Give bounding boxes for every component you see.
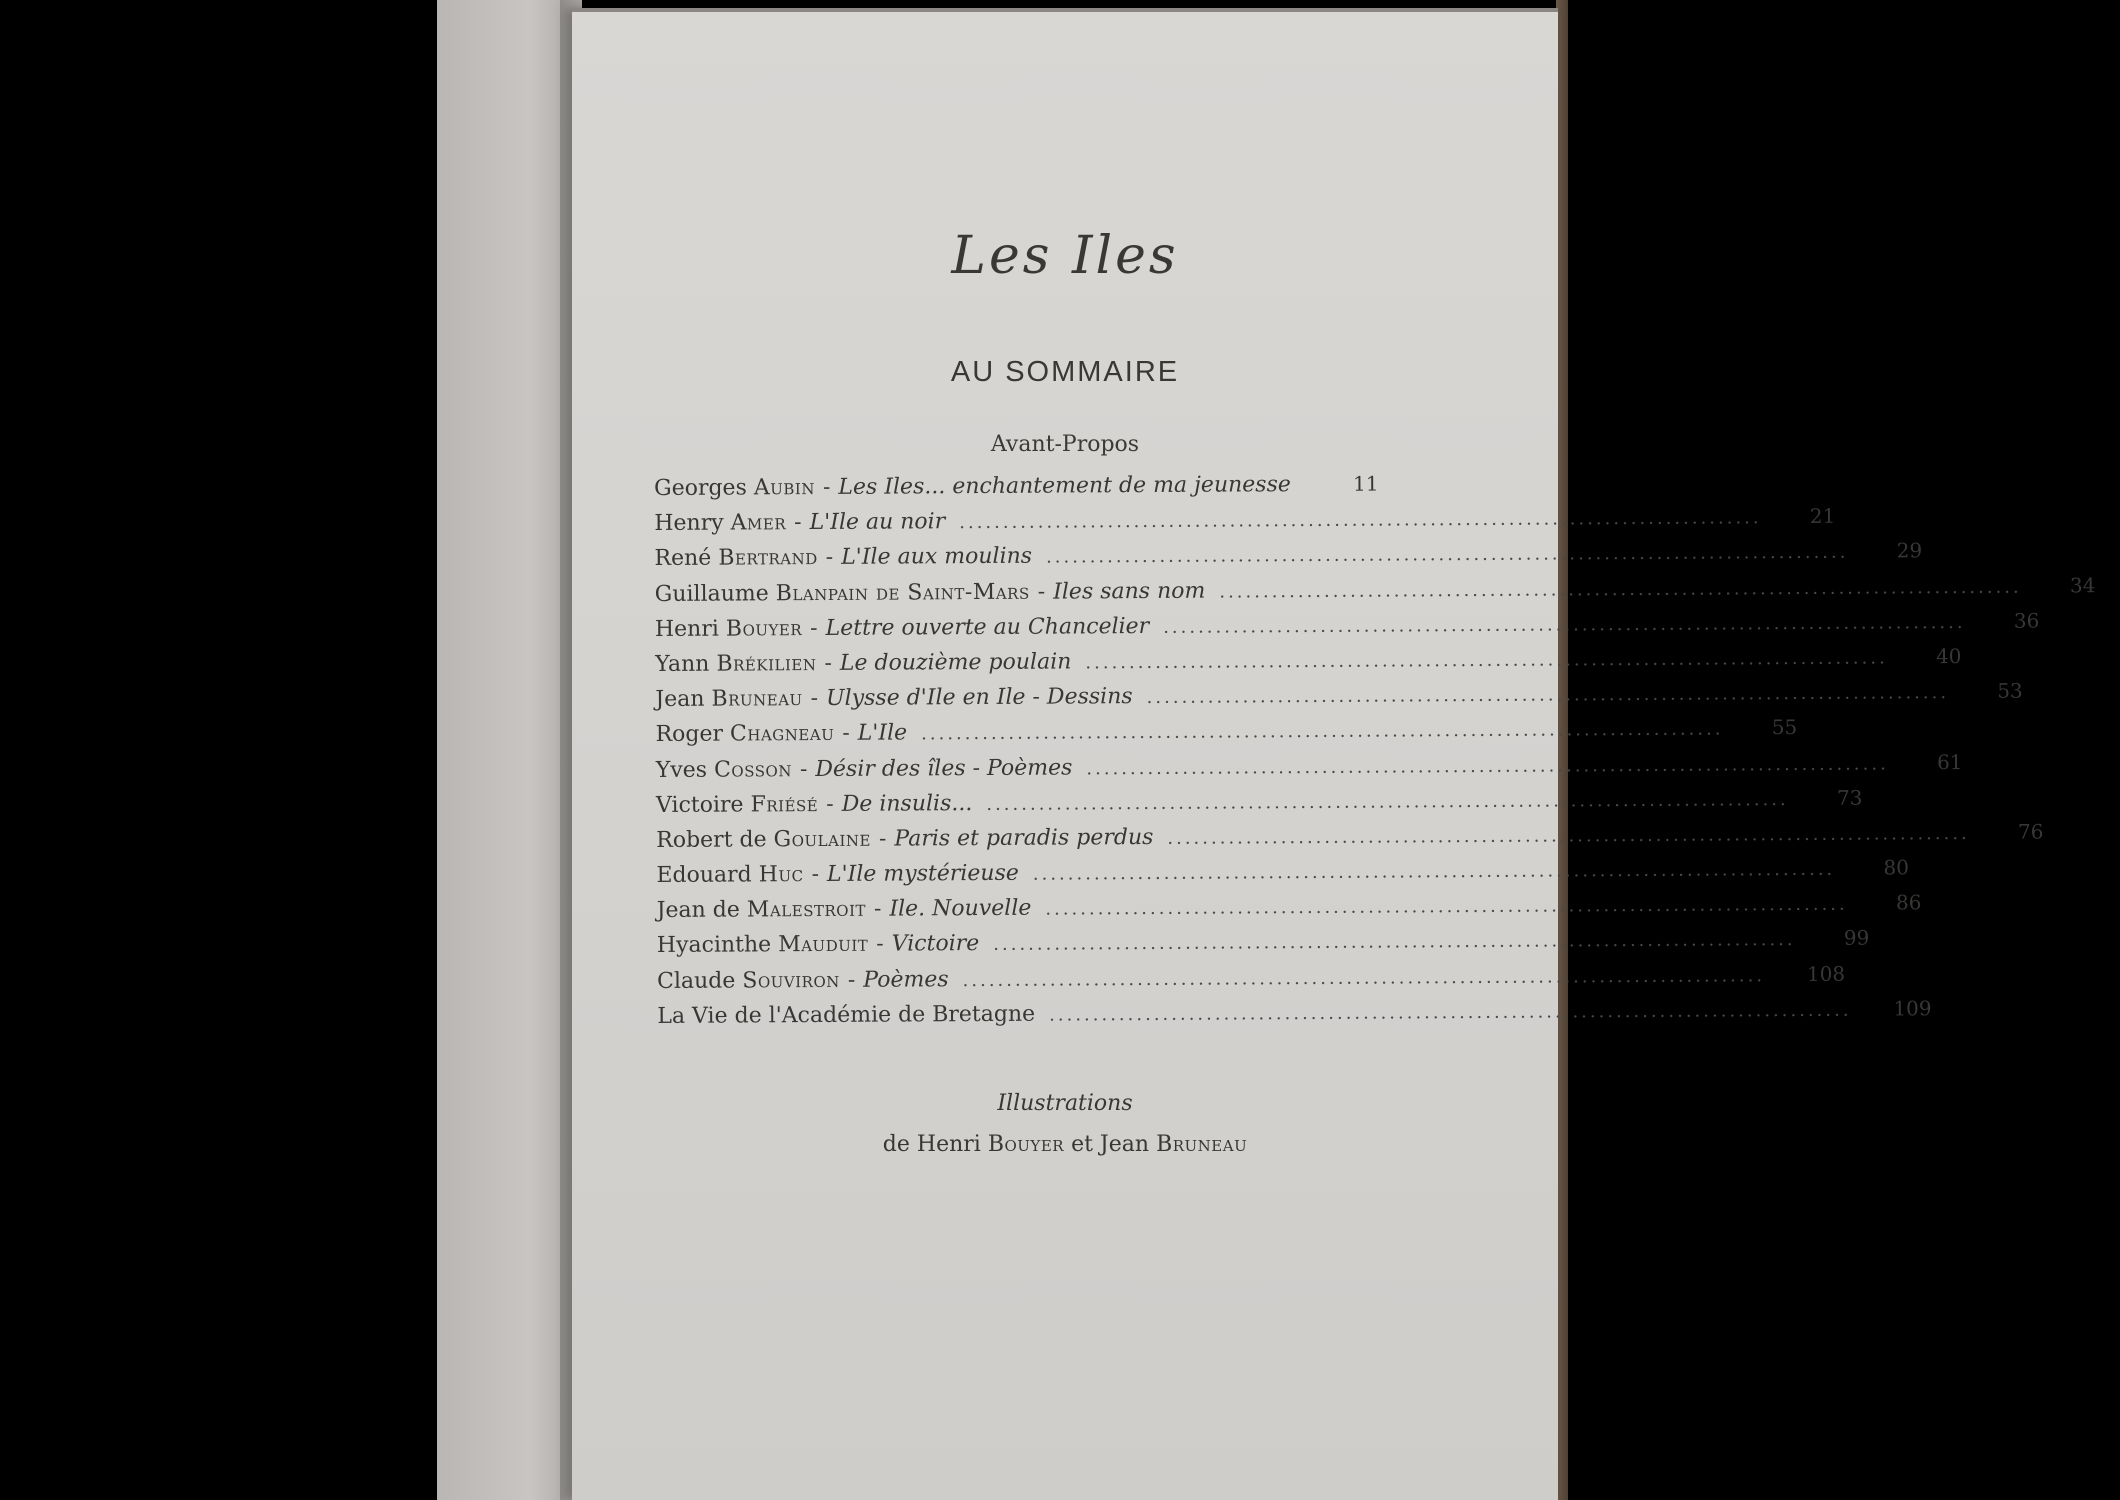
toc-work-title: Poèmes [863, 966, 949, 993]
illustrations-label: Illustrations [997, 1091, 1133, 1116]
toc-author-surname: Bruneau [711, 686, 803, 712]
toc-work-title: De insulis... [841, 790, 973, 817]
toc-page-number: 34 [2069, 572, 2096, 597]
toc-author-given: Claude [657, 968, 736, 994]
toc-work-title: Ile. Nouvelle [889, 895, 1032, 922]
toc-author-surname: Aubin [753, 475, 816, 501]
toc-page-number: 40 [1935, 643, 1962, 669]
toc-author-given: Henri [654, 616, 719, 642]
toc-dot-leader: ............................................................................................ [962, 964, 1766, 991]
toc-entry [654, 471, 1394, 511]
contents-heading: AU SOMMAIRE [950, 356, 1180, 388]
toc-work-title: L'Ile au noir [809, 509, 946, 536]
toc-separator: - [826, 791, 834, 817]
toc-author-surname: Friésé [750, 791, 819, 818]
toc-author-given: Guillaume [654, 580, 769, 607]
toc-author [656, 827, 871, 853]
toc-author-given: Hyacinthe [656, 932, 772, 959]
toc-entry [656, 926, 1870, 969]
toc-dot-leader: ............................................................................................ [959, 507, 1762, 534]
toc-entry [655, 643, 1962, 687]
toc-dot-leader: ............................................................................................ [1032, 858, 1836, 885]
toc-author-surname: Mauduit [778, 932, 869, 958]
toc-separator: - [878, 826, 887, 852]
toc-separator: - [824, 650, 832, 676]
toc-author [655, 686, 802, 712]
toc-separator: - [876, 932, 884, 958]
toc-separator: - [842, 721, 850, 747]
toc-entry [656, 890, 1922, 934]
toc-author-given: Yves [655, 757, 708, 783]
toc-author [654, 475, 815, 501]
credit-conj: et Jean [1071, 1132, 1150, 1157]
toc-entry [655, 749, 1963, 793]
toc-separator: - [810, 615, 818, 641]
toc-entry [657, 996, 1932, 1039]
toc-author-surname: Chagneau [729, 721, 835, 747]
toc-entry [654, 608, 2040, 652]
left-page-edge [437, 0, 570, 1500]
toc-author-surname: Blanpain de Saint-Mars [775, 579, 1030, 606]
toc-dot-leader: ............................................................................................ [1163, 611, 1966, 638]
toc-author [655, 616, 802, 642]
toc-page-number: 29 [1896, 538, 1923, 563]
toc-author-given: Henry [654, 510, 724, 537]
toc-dot-leader: ............................................................................................ [1167, 822, 1970, 849]
toc-work-title: L'Ile [857, 720, 908, 747]
credit-prefix: de Henri [882, 1132, 981, 1157]
toc-entry [655, 678, 2023, 723]
toc-work-title: Désir des îles - Poèmes [815, 754, 1073, 782]
toc-dot-leader: ............................................................................................ [1045, 893, 1848, 920]
toc-author [656, 757, 792, 783]
toc-work-title: Les Iles... enchantement de ma jeunesse [838, 472, 1291, 500]
toc-dot-leader: ............................................................................................ [1049, 999, 1852, 1026]
toc-work-title: L'Ile aux moulins [841, 544, 1033, 571]
toc-separator: - [799, 756, 808, 782]
toc-author [656, 792, 818, 818]
toc-work-title: Lettre ouverte au Chancelier [825, 613, 1150, 641]
toc-author-surname: Souviron [742, 967, 840, 994]
toc-work-title: Iles sans nom [1053, 578, 1206, 605]
toc-work-title: Paris et paradis perdus [894, 824, 1154, 852]
table-of-contents [654, 471, 2096, 1039]
credit-name-2: Bruneau [1156, 1132, 1248, 1157]
toc-dot-leader: ............................................................................................ [986, 788, 1789, 815]
illustrations-credit [572, 1132, 1558, 1157]
toc-page-number: 80 [1883, 855, 1910, 880]
toc-author [656, 721, 835, 747]
toc-entry [654, 503, 1836, 547]
toc-page-number: 109 [1893, 996, 1932, 1021]
toc-author-given: Jean de [656, 897, 740, 924]
toc-work-title: Le douzième poulain [839, 649, 1072, 676]
toc-author-given: Roger [655, 721, 724, 748]
book-title: Les Iles [951, 226, 1179, 286]
toc-page-number: 61 [1936, 749, 1963, 774]
toc-author [655, 651, 816, 677]
toc-entry [657, 961, 1846, 1004]
toc-dot-leader: ............................................................................................ [1085, 647, 1888, 674]
toc-author [657, 897, 866, 923]
toc-author [654, 545, 817, 571]
toc-page-number: 11 [1353, 471, 1379, 496]
toc-dot-leader: ............................................................................................ [1045, 542, 1849, 568]
toc-author-given: Edouard [656, 862, 752, 889]
toc-page-number: 36 [2013, 608, 2040, 633]
toc-entry [656, 855, 1910, 899]
toc-page-number: 21 [1809, 503, 1836, 529]
toc-author [657, 1001, 1035, 1028]
toc-entry [655, 715, 1798, 758]
toc-separator: - [825, 545, 834, 571]
toc-author-given: Georges [654, 475, 747, 501]
toc-author-surname: Malestroit [746, 896, 867, 923]
toc-work-title: L'Ile mystérieuse [826, 860, 1019, 888]
toc-author [657, 967, 840, 993]
toc-author-surname: Amer [730, 510, 787, 536]
foreword-label: Avant-Propos [990, 432, 1140, 457]
toc-separator: - [1037, 579, 1046, 605]
toc-author-surname: Huc [758, 862, 804, 888]
toc-author-given: Jean [655, 686, 705, 713]
toc-author-given: Robert de [656, 827, 767, 853]
toc-page-number: 55 [1771, 715, 1798, 740]
toc-page-number: 73 [1836, 785, 1863, 810]
toc-author-given: Yann [655, 651, 710, 677]
toc-author [657, 932, 869, 958]
toc-author-given: René [654, 546, 712, 572]
toc-entry [655, 785, 1863, 828]
toc-page-number: 53 [1997, 678, 2023, 703]
toc-work-title: Ulysse d'Ile en Ile - Dessins [826, 684, 1133, 712]
toc-separator: - [873, 896, 882, 922]
toc-separator: - [847, 967, 856, 993]
toc-entry [654, 538, 1923, 582]
toc-author-given: Victoire [655, 792, 744, 818]
toc-entry [654, 572, 2096, 617]
toc-author [655, 579, 1030, 606]
toc-page-number: 86 [1895, 890, 1922, 915]
toc-author-surname: Brékilien [716, 650, 817, 677]
toc-separator: - [810, 686, 819, 712]
contents-page [572, 8, 2096, 1500]
toc-page-number: 99 [1843, 926, 1870, 951]
toc-author-given: La Vie de l'Académie de Bretagne [657, 1001, 1036, 1029]
toc-separator: - [822, 474, 831, 500]
toc-dot-leader: ............................................................................................ [1219, 576, 2022, 603]
toc-author-surname: Bouyer [725, 615, 803, 642]
toc-dot-leader: ............................................................................................ [993, 929, 1796, 956]
toc-author-surname: Goulaine [773, 826, 871, 853]
toc-dot-leader: ............................................................................................ [1086, 752, 1889, 779]
toc-page-number: 108 [1806, 961, 1846, 986]
toc-author-surname: Cosson [713, 756, 792, 783]
toc-author-surname: Bertrand [718, 545, 818, 571]
toc-work-title: Victoire [891, 931, 980, 957]
toc-entry [656, 819, 2044, 863]
toc-separator: - [794, 510, 802, 536]
toc-author [654, 510, 786, 536]
toc-page-number: 76 [2017, 819, 2044, 844]
toc-dot-leader: ............................................................................................ [1146, 682, 1950, 709]
toc-author [656, 862, 803, 888]
toc-dot-leader: ............................................................................................ [921, 718, 1724, 745]
credit-name-1: Bouyer [987, 1132, 1065, 1157]
toc-separator: - [811, 862, 820, 888]
